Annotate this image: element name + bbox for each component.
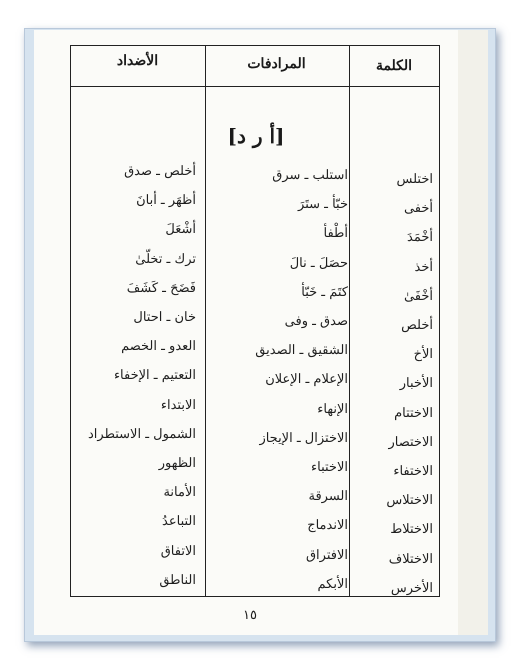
row-antonyms: الظهور [158,456,196,471]
row-synonyms: الشقيق ـ الصديق [255,343,348,358]
row-synonyms: الاختباء [311,460,348,475]
row-word: الأخ [413,347,433,362]
row-word: أخفى [403,201,433,216]
row-antonyms: خان ـ احتال [133,310,196,325]
row-synonyms: حصَلَ ـ نالَ [289,256,348,271]
section-title: [أ ر د] [227,124,285,148]
row-synonyms: الاندماج [307,518,348,533]
row-synonyms: الافتراق [305,548,348,563]
row-word: الأخرس [390,581,433,596]
row-antonyms: التباعدُ [162,514,196,529]
row-word: الاختصار [388,435,433,450]
row-word: أخلص [401,318,433,333]
row-word: اختلس [396,172,433,187]
row-word: أخذ [414,260,433,275]
row-antonyms: فَضَحَ ـ كَشَفَ [126,281,196,296]
row-word: أخْفَىٰ [403,289,433,304]
row-synonyms: خبّأ ـ ستَرَ [298,197,348,212]
row-antonyms: أشْعَلَ [165,222,196,237]
header-antonyms: الأضداد [116,53,159,69]
row-antonyms: التعتيم ـ الإخفاء [113,368,196,383]
header-divider [71,86,439,87]
row-synonyms: الإنهاء [317,402,348,417]
row-word: الاختلاط [390,522,433,537]
row-word: أخْمَدَ [407,230,433,245]
row-synonyms: السرقة [308,489,348,504]
row-synonyms: كتَمَ ـ خَبّأ [301,285,348,300]
row-word: الأخبار [399,376,433,391]
header-synonyms: المرادفات [247,56,306,72]
row-antonyms: الاتفاق [160,544,196,559]
row-synonyms: الإعلام ـ الإعلان [265,372,348,387]
row-antonyms: ترك ـ تخلّىٰ [135,252,196,267]
row-antonyms: أخلص ـ صدق [124,164,196,179]
row-word: الاختفاء [393,464,433,479]
row-synonyms: صدق ـ وفى [284,314,348,329]
page-number: ١٥ [243,608,257,623]
row-antonyms: الأمانة [163,485,196,500]
row-antonyms: الناطق [159,573,196,588]
header-word: الكلمة [375,58,413,74]
row-synonyms: الأبكم [317,577,348,592]
column-divider [205,46,206,596]
row-word: الاختلاس [386,493,433,508]
page-edge [458,30,488,635]
row-word: الاختلاف [388,552,433,567]
row-word: الاختتام [394,406,433,421]
row-synonyms: استلب ـ سرق [272,168,348,183]
row-synonyms: أطْفأ [323,226,348,241]
column-divider [349,46,350,596]
row-antonyms: الابتداء [160,398,196,413]
row-antonyms: العدو ـ الخصم [121,339,196,354]
row-antonyms: الشمول ـ الاستطراد [88,427,196,442]
row-synonyms: الاختزال ـ الإيجاز [259,431,348,446]
row-antonyms: أظهَر ـ أبانَ [136,193,196,208]
